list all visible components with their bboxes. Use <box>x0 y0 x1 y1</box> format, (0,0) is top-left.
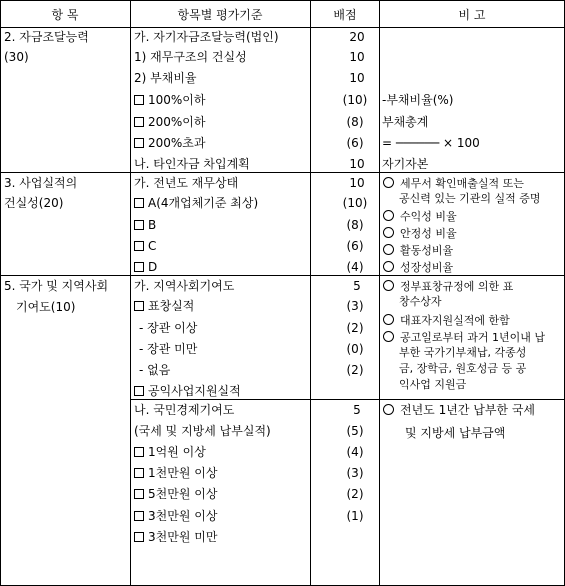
header-item: 항 목 <box>51 8 79 22</box>
remark-bullet: 활동성비율 <box>383 244 453 256</box>
score-value: 10 <box>349 176 365 190</box>
score-value: (2) <box>346 363 364 377</box>
score-value: (1) <box>346 509 364 523</box>
score-value: 5 <box>353 403 361 417</box>
criteria-option: 공익사업지원실적 <box>134 385 241 397</box>
score-value: 10 <box>349 157 365 171</box>
checkbox-icon <box>134 468 144 478</box>
score-value: (8) <box>346 218 364 232</box>
criteria-line: - 장관 미만 <box>139 342 198 356</box>
criteria-option: 3천만원 미만 <box>134 531 217 543</box>
checkbox-icon <box>134 198 144 208</box>
section3-item-title: 5. 국가 및 지역사회 <box>4 279 109 293</box>
score-value: (4) <box>346 445 364 459</box>
section2-item-score: 건실성(20) <box>4 196 64 210</box>
remark-bullet: 세무서 확인매출실적 또는 <box>383 177 524 189</box>
header-criteria: 항목별 평가기준 <box>177 8 263 22</box>
remark-bullet: 안정성 비율 <box>383 227 457 239</box>
checkbox-icon <box>134 220 144 230</box>
criteria-line: 가. 자기자금조달능력(법인) <box>134 30 279 44</box>
score-value: (5) <box>346 424 364 438</box>
remark-line: -부채비율(%) <box>382 93 454 107</box>
remark-continuation: 익사업 지원금 <box>399 378 467 391</box>
score-value: (2) <box>346 487 364 501</box>
section1-item-score: (30) <box>4 50 29 64</box>
remark-line: 부채총계 <box>382 115 429 129</box>
score-value: 5 <box>353 279 361 293</box>
section1-item-title: 2. 자금조달능력 <box>4 30 89 44</box>
score-value: (3) <box>346 299 364 313</box>
criteria-option: 200%이하 <box>134 116 206 128</box>
circle-bullet-icon <box>383 280 394 291</box>
remark-continuation: 창수상자 <box>399 295 442 308</box>
score-value: (6) <box>346 136 364 150</box>
header-score: 배점 <box>333 8 357 22</box>
checkbox-icon <box>134 489 144 499</box>
criteria-line: 나. 타인자금 차입계획 <box>134 157 250 171</box>
section3-item-score: 기여도(10) <box>16 300 76 314</box>
remark-bullet: 대표자지원실적에 한함 <box>383 314 510 326</box>
section2-item-title: 3. 사업실적의 <box>4 176 78 190</box>
checkbox-icon <box>134 511 144 521</box>
remark-continuation: 공신력 있는 기관의 실적 증명 <box>399 192 541 205</box>
checkbox-icon <box>134 447 144 457</box>
criteria-option: 100%이하 <box>134 94 206 106</box>
score-value: (4) <box>346 260 364 274</box>
checkbox-icon <box>134 532 144 542</box>
checkbox-icon <box>134 386 144 396</box>
checkbox-icon <box>134 138 144 148</box>
criteria-option: A(4개업체기준 최상) <box>134 197 258 209</box>
header-divider <box>0 27 565 28</box>
score-value: 20 <box>349 30 365 44</box>
criteria-line: - 장관 이상 <box>139 321 198 335</box>
criteria-line: 나. 국민경제기여도 <box>134 403 235 417</box>
score-value: 10 <box>349 50 365 64</box>
score-value: (6) <box>346 239 364 253</box>
criteria-option: 5천만원 이상 <box>134 488 217 500</box>
remark-bullet: 성장성비율 <box>383 261 453 273</box>
score-value: (10) <box>342 196 368 210</box>
remark-continuation: 및 지방세 납부금액 <box>405 426 506 440</box>
criteria-option: B <box>134 219 156 231</box>
remark-line: 자기자본 <box>382 157 429 171</box>
score-value: (3) <box>346 466 364 480</box>
circle-bullet-icon <box>383 227 394 238</box>
criteria-option: 표창실적 <box>134 300 194 312</box>
checkbox-icon <box>134 241 144 251</box>
remark-bullet: 공고일로부터 과거 1년이내 납 <box>383 331 545 343</box>
remark-bullet: 전년도 1년간 납부한 국세 <box>383 404 535 416</box>
remark-line: = ────── × 100 <box>382 136 480 150</box>
circle-bullet-icon <box>383 244 394 255</box>
criteria-option: 1억원 이상 <box>134 446 206 458</box>
circle-bullet-icon <box>383 177 394 188</box>
circle-bullet-icon <box>383 210 394 221</box>
checkbox-icon <box>134 301 144 311</box>
table-border-top <box>0 0 565 1</box>
checkbox-icon <box>134 95 144 105</box>
criteria-option: 1천만원 이상 <box>134 467 217 479</box>
criteria-option: C <box>134 240 156 252</box>
row-divider <box>0 275 565 276</box>
criteria-line: 1) 재무구조의 건실성 <box>134 50 247 64</box>
row-divider <box>0 172 565 173</box>
checkbox-icon <box>134 117 144 127</box>
remark-continuation: 부한 국가기부채납, 각종성 <box>399 346 527 359</box>
criteria-line: 2) 부채비율 <box>134 71 197 85</box>
criteria-line: - 없음 <box>139 363 171 377</box>
score-value: 10 <box>349 71 365 85</box>
header-remarks: 비 고 <box>458 8 486 22</box>
score-value: (10) <box>342 93 368 107</box>
checkbox-icon <box>134 262 144 272</box>
col-divider <box>130 0 131 586</box>
criteria-option: 200%초과 <box>134 137 206 149</box>
subrow-divider <box>130 399 565 400</box>
score-value: (0) <box>346 342 364 356</box>
remark-continuation: 금, 장학금, 원호성금 등 공 <box>399 362 527 375</box>
col-divider <box>310 0 311 586</box>
table-border-left <box>0 0 1 586</box>
criteria-option: 3천만원 이상 <box>134 510 217 522</box>
circle-bullet-icon <box>383 261 394 272</box>
criteria-option: D <box>134 261 157 273</box>
remark-bullet: 수익성 비율 <box>383 210 457 222</box>
score-value: (8) <box>346 115 364 129</box>
col-divider <box>379 0 380 586</box>
remark-bullet: 정부표창규정에 의한 표 <box>383 280 513 292</box>
criteria-line: 가. 전년도 재무상태 <box>134 176 239 190</box>
circle-bullet-icon <box>383 331 394 342</box>
score-value: (2) <box>346 321 364 335</box>
circle-bullet-icon <box>383 314 394 325</box>
criteria-line: 가. 지역사회기여도 <box>134 279 235 293</box>
circle-bullet-icon <box>383 404 394 415</box>
criteria-line: (국세 및 지방세 납부실적) <box>134 424 271 438</box>
